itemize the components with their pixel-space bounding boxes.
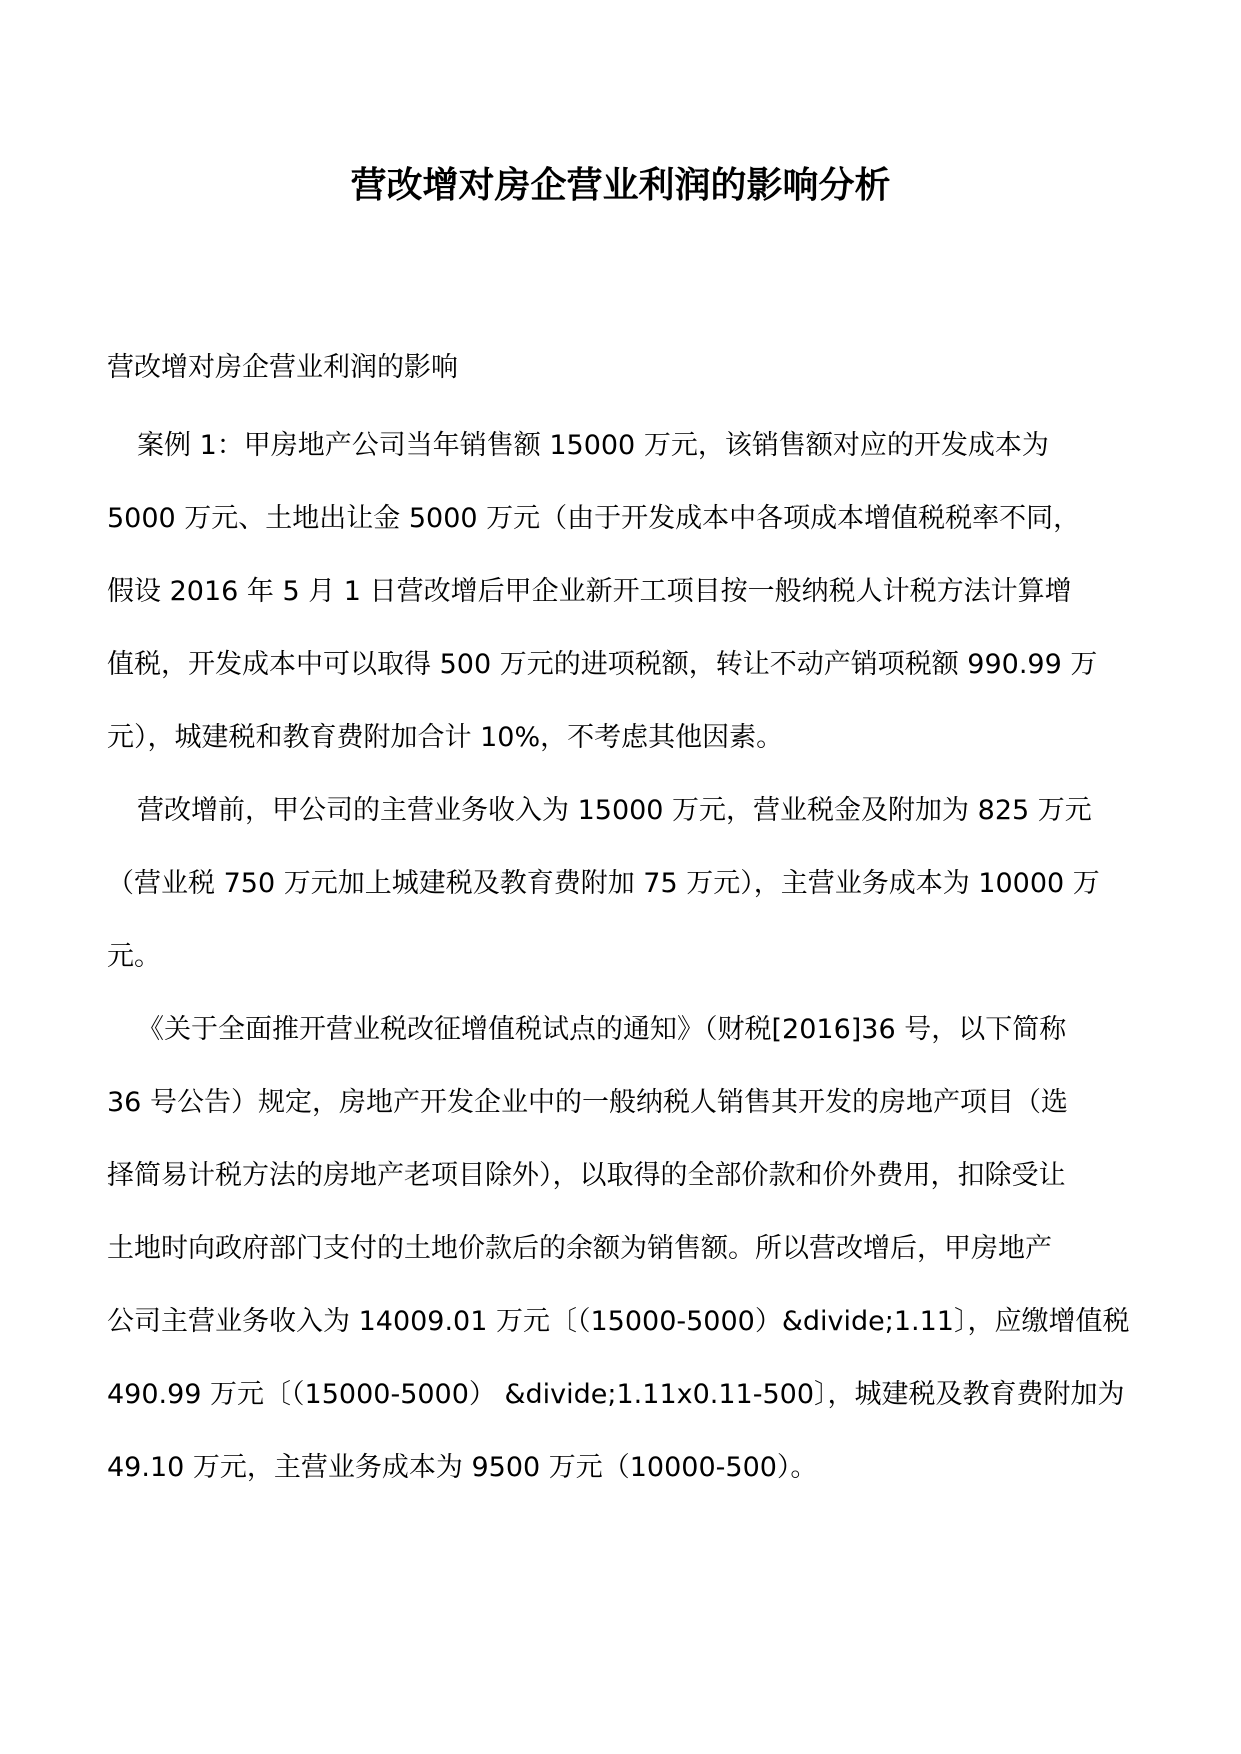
paragraph-line: （营业税 750 万元加上城建税及教育费附加 75 万元），主营业务成本为 10000 万 [107,868,1100,899]
paragraph-line: 土地时向政府部门支付的土地价款后的余额为销售额。所以营改增后，甲房地产 [107,1233,1052,1264]
paragraph-line: 公司主营业务收入为 14009.01 万元〔（15000-5000）&divide;1.11〕，应缴增值税 [107,1306,1130,1337]
paragraph-line: 假设 2016 年 5 月 1 日营改增后甲企业新开工项目按一般纳税人计税方法计算增 [107,576,1072,607]
paragraph-line: 营改增前，甲公司的主营业务收入为 15000 万元，营业税金及附加为 825 万元 [137,795,1092,826]
paragraph-line: 《关于全面推开营业税改征增值税试点的通知》（财税[2016]36 号，以下简称 [137,1014,1067,1045]
paragraph-line: 49.10 万元，主营业务成本为 9500 万元（10000-500）。 [107,1452,818,1483]
paragraph-line: 36 号公告）规定，房地产开发企业中的一般纳税人销售其开发的房地产项目（选 [107,1087,1068,1118]
document-title: 营改增对房企营业利润的影响分析 [350,164,891,206]
paragraph-line: 元），城建税和教育费附加合计 10%，不考虑其他因素。 [107,722,784,753]
paragraph-line: 案例 1：甲房地产公司当年销售额 15000 万元，该销售额对应的开发成本为 [137,430,1049,461]
paragraph-line: 元。 [107,941,161,972]
paragraph-line: 490.99 万元〔（15000-5000） &divide;1.11x0.11-500〕，城建税及教育费附加为 [107,1379,1125,1410]
paragraph-line: 值税，开发成本中可以取得 500 万元的进项税额，转让不动产销项税额 990.99 万 [107,649,1098,680]
paragraph-line: 择简易计税方法的房地产老项目除外），以取得的全部价款和价外费用，扣除受让 [107,1160,1066,1191]
section-heading: 营改增对房企营业利润的影响 [107,352,458,383]
paragraph-line: 5000 万元、土地出让金 5000 万元（由于开发成本中各项成本增值税税率不同， [107,503,1081,534]
